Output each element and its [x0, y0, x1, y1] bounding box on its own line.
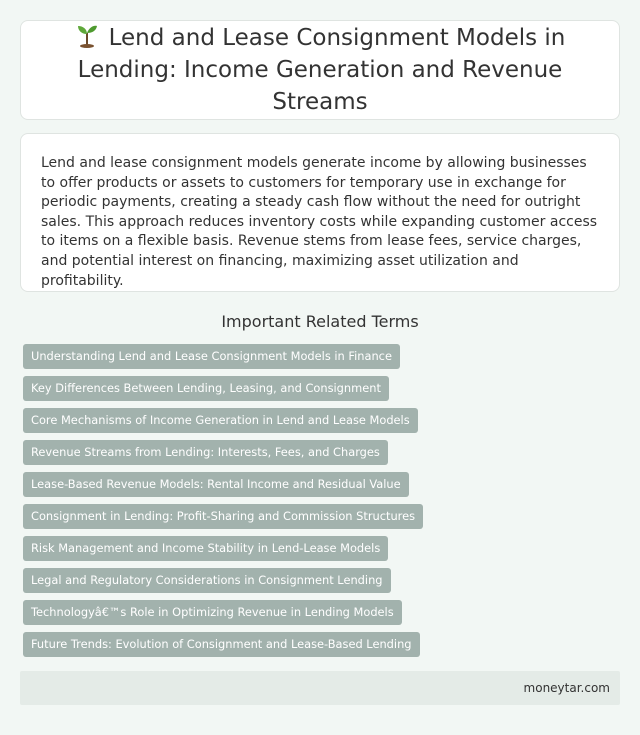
- footer-site-link[interactable]: moneytar.com: [523, 681, 610, 695]
- related-term-tag[interactable]: Risk Management and Income Stability in Lend-Lease Models: [23, 536, 388, 561]
- related-term-tag[interactable]: Future Trends: Evolution of Consignment and Lease-Based Lending: [23, 632, 420, 657]
- related-term-tag[interactable]: Key Differences Between Lending, Leasing, and Consignment: [23, 376, 389, 401]
- intro-card: [20, 133, 620, 292]
- footer: [20, 671, 620, 705]
- page-title-text: Lend and Lease Consignment Models in Lending: Income Generation and Revenue Streams: [77, 25, 566, 115]
- title-card: [20, 20, 620, 120]
- related-terms-heading: Important Related Terms: [221, 312, 419, 331]
- related-term-tag[interactable]: Lease-Based Revenue Models: Rental Income and Residual Value: [23, 472, 409, 497]
- related-term-tag[interactable]: Technologyâ€™s Role in Optimizing Revenue in Lending Models: [23, 600, 402, 625]
- related-term-tag[interactable]: Consignment in Lending: Profit-Sharing and Commission Structures: [23, 504, 423, 529]
- page-title: [40, 22, 600, 118]
- sprout-icon: [75, 22, 99, 48]
- related-term-tag[interactable]: Revenue Streams from Lending: Interests, Fees, and Charges: [23, 440, 388, 465]
- related-term-tag[interactable]: Understanding Lend and Lease Consignment Models in Finance: [23, 344, 400, 369]
- related-term-tag[interactable]: Core Mechanisms of Income Generation in Lend and Lease Models: [23, 408, 418, 433]
- intro-paragraph: Lend and lease consignment models generate income by allowing businesses to offer products or assets to customers for temporary use in exchange for periodic payments, creating a steady cash flow without the need for outright sales. This approach reduces inventory costs while expanding customer access to items on a flexible basis. Revenue stems from lease fees, service charges, and potential interest on financing, maximizing asset utilization and profitability.: [41, 155, 598, 289]
- related-term-tag[interactable]: Legal and Regulatory Considerations in Consignment Lending: [23, 568, 391, 593]
- related-terms-list: [23, 344, 583, 664]
